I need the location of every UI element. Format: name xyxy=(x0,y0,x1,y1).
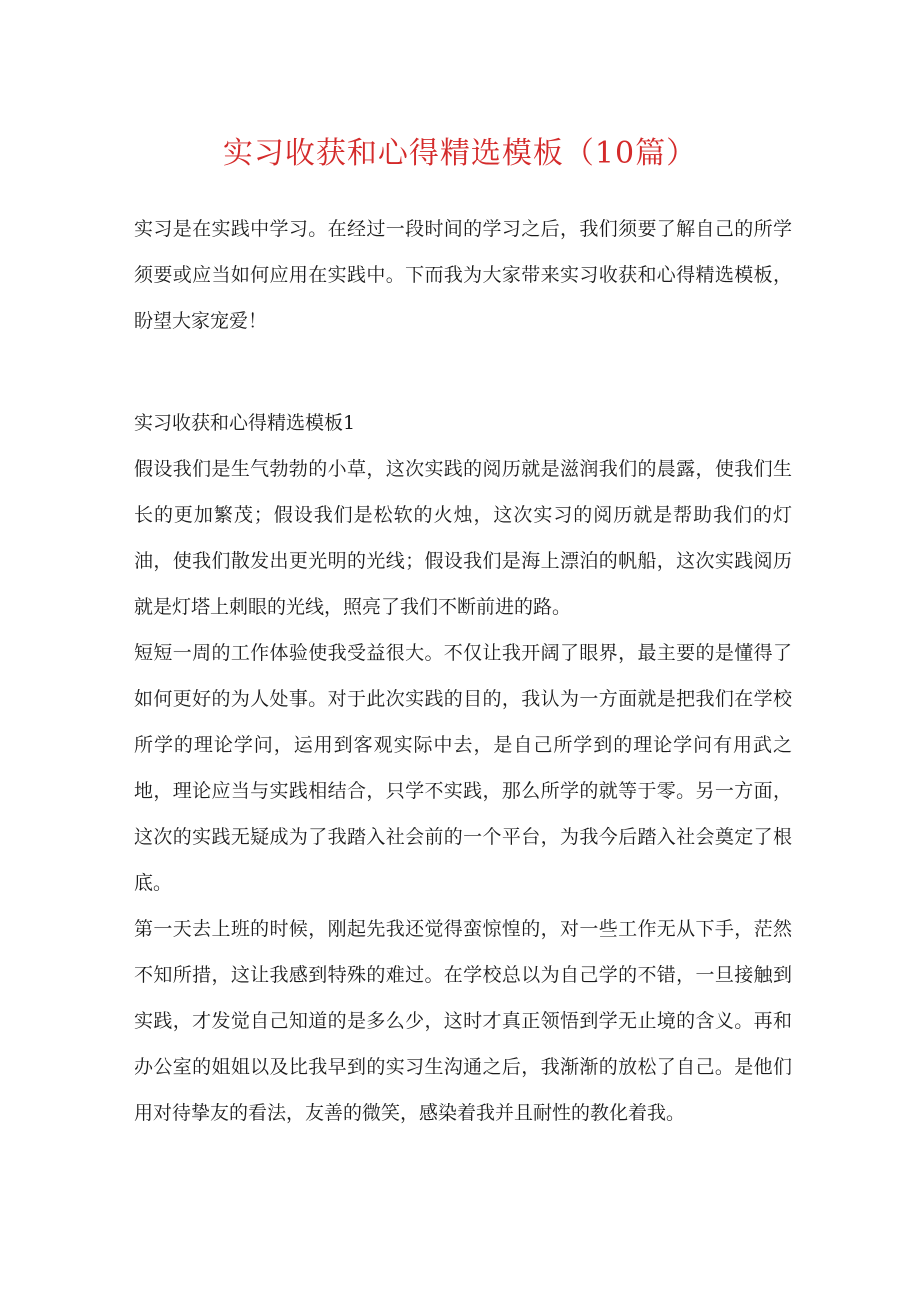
paragraph-2: 短短一周的工作体验使我受益很大。不仅让我开阔了眼界，最主要的是懂得了如何更好的为人处事。对于此次实践的目的，我认为一方面就是把我们在学校所学的理论学问，运用到客观实际中去，是自己所学到的理论学问有用武之地，理论应当与实践相结合，只学不实践，那么所学的就等于零。另一方面，这次的实践无疑成为了我踏入社会前的一个平台，为我今后踏入社会奠定了根底。 xyxy=(134,642,792,894)
paragraph-1: 假设我们是生气勃勃的小草，这次实践的阅历就是滋润我们的晨露，使我们生长的更加繁茂；假设我们是松软的火烛，这次实习的阅历就是帮助我们的灯油，使我们散发出更光明的光线；假设我们是海上漂泊的帆船，这次实践阅历就是灯塔上刺眼的光线，照亮了我们不断前进的路。 xyxy=(134,458,792,618)
paragraph-3: 第一天去上班的时候，刚起先我还觉得蛮惊惶的，对一些工作无从下手，茫然不知所措，这让我感到特殊的难过。在学校总以为自己学的不错，一旦接触到实践，才发觉自己知道的是多么少，这时才真正领悟到学无止境的含义。再和办公室的姐姐以及比我早到的实习生沟通之后，我渐渐的放松了自己。是他们用对待挚友的看法，友善的微笑，感染着我并且耐性的教化着我。 xyxy=(134,918,792,1124)
section-heading: 实习收获和心得精选模板1 xyxy=(134,412,356,434)
section-content xyxy=(134,446,792,1136)
document-title: 实习收获和心得精选模板（10篇） xyxy=(222,136,698,171)
intro-paragraph: 实习是在实践中学习。在经过一段时间的学习之后，我们须要了解自己的所学须要或应当如何应用在实践中。下而我为大家带来实习收获和心得精选模板，盼望大家宠爱！ xyxy=(134,218,792,332)
